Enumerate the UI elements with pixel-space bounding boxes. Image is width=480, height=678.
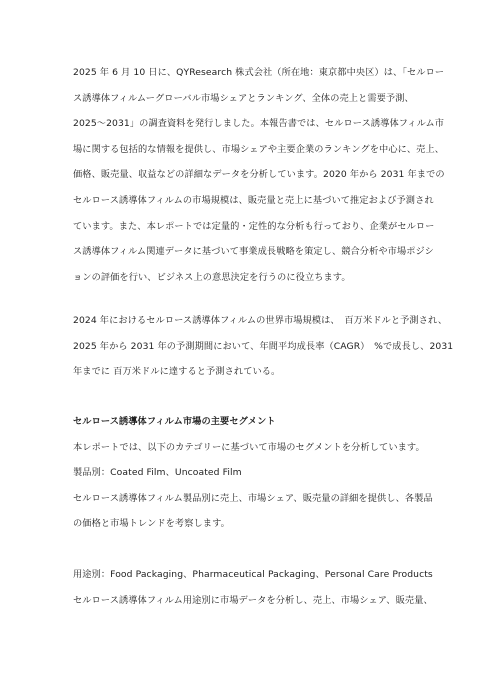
text-line: ス誘導体フィルムーグローバル市場シェアとランキング、全体の売上と需要予測、 [73,92,414,104]
application-paragraph [73,562,433,613]
text-line: の価格と市場トレンドを考察します。 [73,518,230,530]
text-line: ョンの評価を行い、ビジネス上の意思決定を行うのに役立ちます。 [73,271,351,283]
text-line: 年までに 百万米ドルに達すると予測されている。 [73,366,281,378]
market-size-paragraph [73,308,454,385]
intro-paragraph [73,60,445,290]
text-line: セルロース誘導体フィルム製品別に売上、市場シェア、販売量の詳細を提供し、各製品 [73,492,433,504]
text-line: 製品別：Coated Film、Uncoated Film [73,467,242,479]
section-heading: セルロース誘導体フィルム市場の主要セグメント [73,416,276,427]
text-line: ス誘導体フィルム関連データに基づいて事業成長戦略を策定し、競合分析や市場ポジシ [73,246,434,258]
text-line: 2025～2031」の調査資料を発行しました。本報告書では、セルロース誘導体フィルム市 [73,118,445,130]
text-line: 2025 年から 2031 年の予測期間において、年間平均成長率（CAGR） %で成長し、2031 [73,340,454,352]
segment-section [73,409,433,537]
text-line: 価格、販売量、収益などの詳細なデータを分析しています。2020 年から 2031 年までの [73,169,445,181]
text-line: 用途別：Food Packaging、Pharmaceutical Packaging、Personal Care Products [73,569,433,580]
text-line: ています。また、本レポートでは定量的・定性的な分析も行っており、企業がセルロー [73,220,435,232]
text-line: セルロース誘導体フィルム用途別に市場データを分析し、売上、市場シェア、販売量、 [73,594,433,606]
text-line: 2024 年におけるセルロース誘導体フィルムの世界市場規模は、 百万米ドルと予測され、 [73,315,448,326]
text-line: 場に関する包括的な情報を提供し、市場シェアや主要企業のランキングを中心に、売上、 [73,143,445,155]
text-line: 2025 年 6 月 10 日に、QYResearch 株式会社（所在地：東京都中央区）は、「セルロー [73,67,445,78]
text-line: セルロース誘導体フィルムの市場規模は、販売量と売上に基づいて推定および予測され [73,194,434,206]
text-line: 本レポートでは、以下のカテゴリーに基づいて市場のセグメントを分析しています。 [73,441,425,453]
